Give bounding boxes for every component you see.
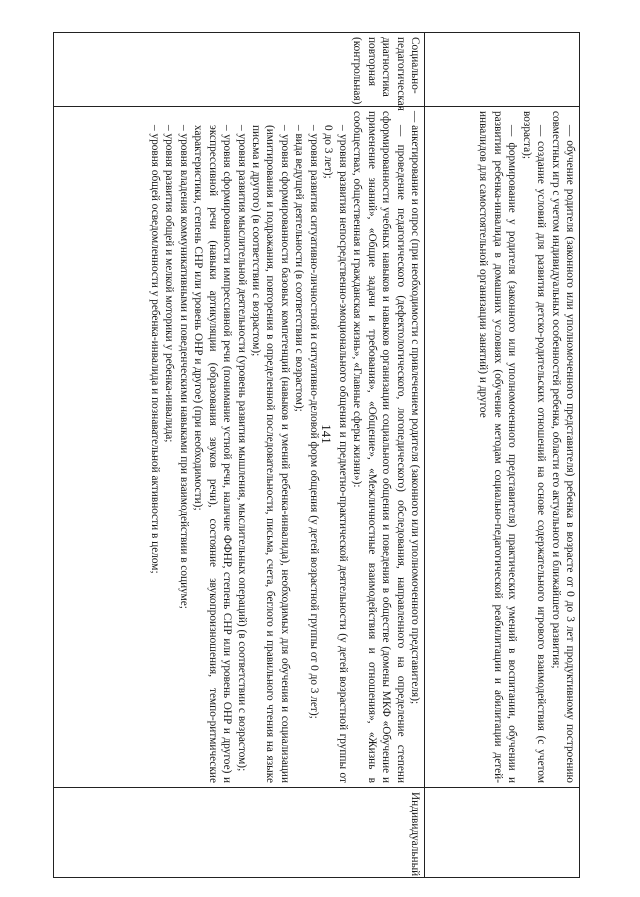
- content-cell: [54, 107, 425, 788]
- paragraph: — формирование у родителя (законного или уполномоченного представителя) практических умений в воспитании, обучении и развитии ребенка-инвалида в домашних условиях (обучение методам социально-педагогической реабилитации и абилитации детей-инвалидов для самостоятельной организации занятий) и другое: [477, 111, 519, 783]
- form-cell: [425, 788, 580, 878]
- paragraph: — анкетирование и опрос (при необходимости с привлечением родителя (законного или уполномоченного представителя);: [409, 111, 421, 705]
- form-cell: Индивидуальный: [54, 788, 425, 878]
- list-item: – уровня развития мыслительной деятельности (уровень развития мышления, мыслительных операций) (в соответствии с возрастом);: [235, 125, 248, 772]
- list-item: – вида ведущей деятельности (в соответствии с возрастом);: [293, 125, 306, 412]
- list-item: – уровня развития общей и мелкой моторики у ребенка-инвалида;: [163, 125, 176, 443]
- page-number: 141: [318, 424, 334, 444]
- table-row: [425, 33, 580, 878]
- list-item: – уровня сформированности импрессивной речи (понимание устной речи, наличие ФФНР, степень СНР или уровень ОНР и другое) и экспрессивной речи (навыки артикуляции (образования звуков речи), состояние звукопроизношения, темпо-ритмические характеристики, степень СНР или уровень ОНР и другое) (при необходимости);: [192, 125, 234, 783]
- stage-cell: Социально-педагогическая диагностика повторная (контрольная): [54, 33, 425, 107]
- stage-cell: [425, 33, 580, 107]
- list-item: – уровня сформированности базовых компетенций (навыков и умений ребенка-инвалида), необходимых для обучения и социализации (имитирования и подражания, повторения в определенной последовательности, письма, счета, беглого и правильного чтения на языке письма и другого) (в соответствии с возрастом);: [250, 125, 291, 783]
- list-item: – уровня владения коммуникативными и поведенческими навыками при взаимодействии в социуме;: [177, 125, 190, 609]
- list-item: – уровня развития непосредственно-эмоционального общения и предметно-практической деятельности (у детей возрастной группы от 0 до 3 лет);: [322, 125, 349, 783]
- list-item: – уровня развития ситуативно-личностной и ситуативно-деловой форм общения (у детей возрастной группы от 0 до 3 лет);: [307, 125, 320, 719]
- table-row: [54, 33, 425, 878]
- content-cell: [425, 107, 580, 788]
- paragraph: — проведение педагогического (дефектологического, логопедического) обследования, направленного на определение степени сформированности учебных навыков и навыков организации социального общения и поведения в обществе (домены МКФ «Обучение и применение знаний», «Общие задачи и требования», «Общение», «Межличностные взаимодействия и отношения», «Жизнь в сообществах, общественная и гражданская жизнь», «Главные сферы жизни»):: [351, 111, 407, 783]
- paragraph: — создание условий для развития детско-родительских отношений на основе содержательного игрового взаимодействия (с учетом возраста);: [520, 111, 548, 783]
- paragraph: — обучение родителя (законного или уполномоченного представителя) ребенка в возрасте от 0 до 3 лет продуктивному построению совместных игр с учетом индивидуальных особенностей ребенка, области его актуального и ближайшего развития;: [549, 111, 576, 783]
- rehabilitation-table: [53, 32, 580, 878]
- list-item: – уровня общей осведомленности у ребенка-инвалида и познавательной активности в целом;: [148, 125, 161, 574]
- rotated-page: [60, 32, 580, 878]
